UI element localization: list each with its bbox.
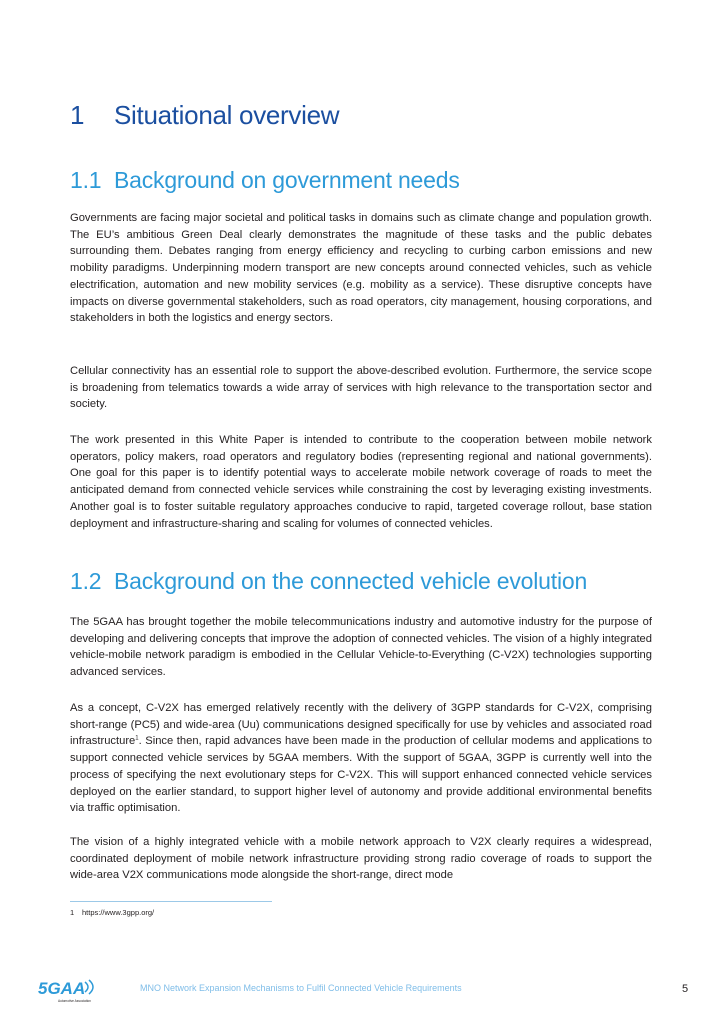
page-number: 5 [682, 983, 689, 995]
footnote-divider [70, 901, 272, 902]
subsection-title: Background on government needs [114, 167, 460, 193]
logo-subtext: Automotive Association [58, 999, 91, 1003]
footnote-link[interactable]: https://www.3gpp.org/ [82, 908, 155, 917]
logo-text: 5GAA [38, 979, 86, 998]
footnote-reference[interactable]: 1 [135, 735, 139, 742]
footnote-number: 1 [70, 908, 75, 917]
subsection-title: Background on the connected vehicle evolution [114, 568, 588, 594]
paragraph-government-needs: Governments are facing major societal and political tasks in domains such as climate change and population growth. The EU’s ambitious Green Deal clearly demonstrates the magnitude of these tasks and the public debates surrounding them. Debates ranging from energy efficiency and recycling to curbing carbon emissions and new mobility paradigms. Underpinning modern transport are new concepts around connected vehicles, such as vehicle electrification, automation and new mobility services (e.g. mobility as a service). These disruptive concepts have impacts on diverse governmental stakeholders, such as road operators, city management, housing corporations, and stakeholders in both the logistics and energy sectors. [70, 212, 652, 325]
paragraph-5gaa-intro: The 5GAA has brought together the mobile telecommunications industry and automotive industry for the purpose of developing and delivering concepts that improve the adoption of connected vehicles. The vision of a highly integrated vehicle-mobile network paradigm is embodied in the Cellular Vehicle-to-Everything (C-V2X) technologies supporting advanced services. [70, 616, 652, 679]
section-heading [70, 100, 339, 131]
subsection-heading-1-1 [70, 167, 460, 194]
paragraph-text: As a concept, C-V2X has emerged relatively recently with the delivery of 3GPP standards for C-V2X, comprising short-range (PC5) and wide-area (Uu) communications designed specifically for use by vehicles and associated road infrastructure [70, 702, 652, 748]
footnote [70, 908, 154, 917]
paragraph-text: . Since then, rapid advances have been made in the production of cellular modems and applications to support connected vehicle services by 5GAA members. With the support of 5GAA, 3GPP is currently well into the process of specifying the next evolutionary steps for C-V2X. This will support enhanced connected vehicle services deployed on the earlier standard, to support higher level of autonomy and provide additional environmental benefits via traffic optimisation. [70, 735, 652, 815]
subsection-number: 1.1 [70, 167, 102, 193]
section-number: 1 [70, 100, 85, 130]
subsection-number: 1.2 [70, 568, 102, 594]
paragraph-cv2x-concept [70, 700, 652, 817]
paragraph-cellular-connectivity: Cellular connectivity has an essential role to support the above-described evolution. Furthermore, the service scope is broadening from telematics towards a wide array of services with high relevance to the transportation sector and society. [70, 365, 652, 411]
footer-document-title: MNO Network Expansion Mechanisms to Fulfil Connected Vehicle Requirements [140, 983, 462, 993]
paragraph-integrated-vehicle-vision: The vision of a highly integrated vehicle with a mobile network approach to V2X clearly requires a widespread, coordinated deployment of mobile network infrastructure providing strong radio coverage of roads to support the wide-area V2X communications mode alongside the short-range, direct mode [70, 836, 652, 882]
section-title: Situational overview [114, 100, 340, 130]
5gaa-logo-icon [38, 978, 100, 1004]
subsection-heading-1-2 [70, 568, 587, 595]
paragraph-white-paper-goals: The work presented in this White Paper is intended to contribute to the cooperation between mobile network operators, policy makers, road operators and regulatory bodies (representing regional and national governments). One goal for this paper is to identify potential ways to accelerate mobile network coverage of roads to meet the anticipated demand from connected vehicle services while constraining the cost by leveraging existing investments. Another goal is to foster suitable regulatory approaches conducive to rapid, targeted coverage rollout, base station deployment and infrastructure-sharing and scaling for volumes of connected vehicles. [70, 434, 652, 530]
